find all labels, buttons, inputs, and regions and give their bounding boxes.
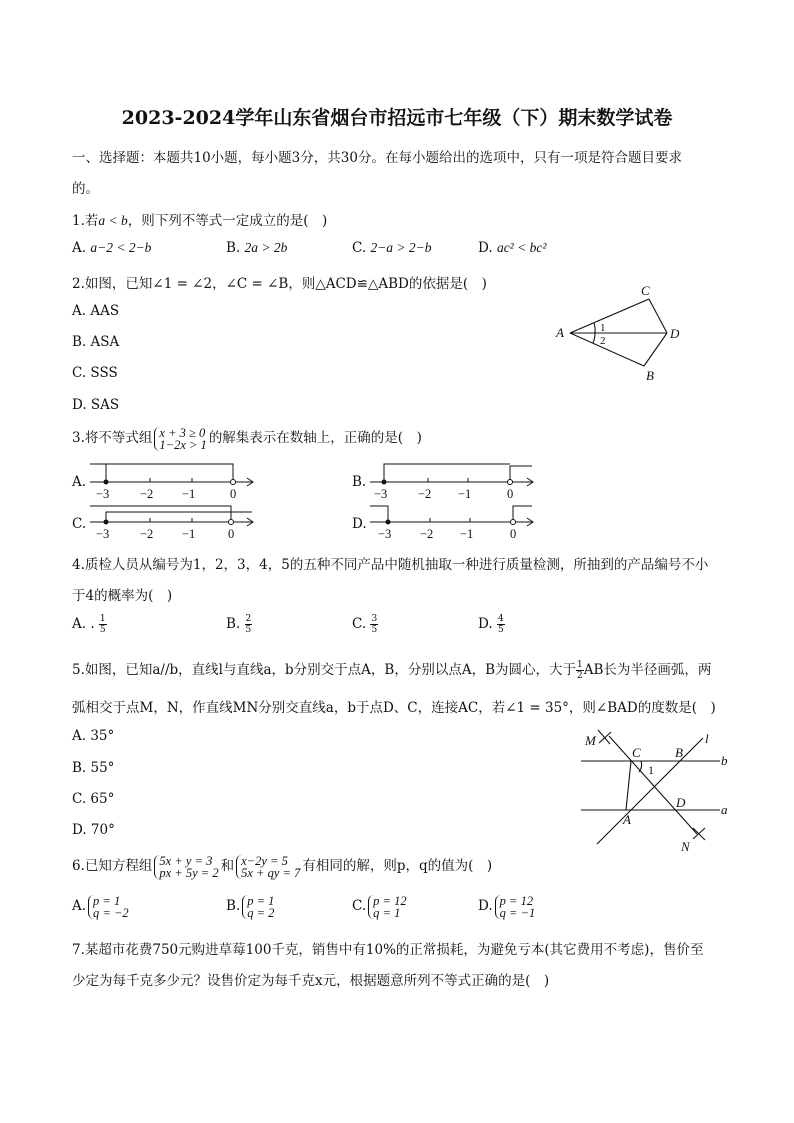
section-heading-line1: 一、选择题：本题共10小题，每小题3分，共30分。在每小题给出的选项中，只有一项是符合题目要求	[72, 150, 682, 166]
q2-angle-arc-1	[594, 323, 595, 333]
q5-label-d: D	[676, 795, 686, 810]
q5-half-fraction	[576, 660, 584, 681]
q6-c-line2: q = 1	[373, 905, 401, 920]
q3d-tick-0: 0	[510, 527, 517, 541]
q6-stem-mid: 和	[220, 858, 235, 874]
q3b-dot-minus3	[382, 480, 387, 485]
q2-figure	[548, 280, 698, 390]
q1-d-label: D.	[478, 240, 497, 256]
q2-segment-ac	[570, 299, 649, 333]
q6-system-1	[154, 855, 218, 879]
q3-sys-line1: x + 3 ≥ 0	[159, 425, 206, 440]
q3-stem-a: 3.将不等式组	[72, 430, 153, 446]
q3b-tick-minus1: −1	[458, 487, 472, 501]
q3-numberline-a	[88, 460, 260, 502]
q6-system-2	[236, 855, 300, 879]
q5-option-a: A. 35°	[72, 728, 115, 744]
q3a-left-ray	[90, 464, 106, 482]
q3c-tick-minus3: −3	[96, 527, 110, 541]
q2-label-d: D	[670, 326, 680, 341]
q1-c-label: C.	[352, 240, 371, 256]
q1-cond: a < b	[98, 213, 128, 228]
q1-d-math: ac² < bc²	[496, 240, 547, 255]
q5-line1-a: 5.如图，已知a//b，直线l与直线a，b分别交于点A，B，分别以点A，B为圆心，大于	[72, 662, 577, 678]
q4-b-fraction	[245, 614, 253, 635]
q6-s1-line1: 5x + y = 3	[159, 853, 213, 868]
q7-line1: 7.某超市花费750元购进草莓100千克，销售中有10%的正常损耗，为避免亏本(其它费用不考虑)，售价至	[72, 942, 704, 958]
q5-label-n: N	[681, 839, 690, 854]
q5-label-l: l	[705, 731, 709, 746]
q6-s1-line2: px + 5y = 2	[159, 865, 219, 880]
q3c-tick-0: 0	[228, 527, 235, 541]
q4-a-fraction	[99, 614, 107, 635]
q3d-dot-0	[511, 520, 516, 525]
q7-line2: 少定为每千克多少元？设售价定为每千克x元，根据题意所列不等式正确的是( )	[72, 973, 550, 989]
q5-line-l	[597, 738, 703, 844]
q6-d-system	[495, 895, 536, 919]
q3c-dot-minus3	[104, 520, 109, 525]
q3a-dot-0	[231, 480, 236, 485]
q3b-tick-minus2: −2	[418, 487, 432, 501]
q6-a-system	[88, 895, 129, 919]
q5-line2: 弧相交于点M，N，作直线MN分别交直线a，b于点D、C，连接AC，若∠1 = 35°，则∠BAD的度数是( )	[72, 700, 716, 716]
q5-option-d: D. 70°	[72, 822, 115, 838]
q5-label-line-a: a	[721, 802, 728, 817]
q2-label-a: A	[556, 325, 564, 340]
q6-stem-b: 有相同的解，则p，q的值为( )	[302, 858, 493, 874]
q5-figure	[575, 726, 735, 856]
q3c-dot-0	[229, 520, 234, 525]
q4-option-b	[226, 614, 252, 635]
q3-numberline-b	[368, 460, 540, 502]
q6-c-line1: p = 12	[373, 893, 407, 908]
q2-angle-arc-2	[593, 333, 595, 343]
q3a-tick-minus3: −3	[96, 487, 110, 501]
q1-option-b	[226, 240, 287, 256]
q4-line2: 于4的概率为( )	[72, 588, 173, 604]
q5-half-num: 1	[577, 660, 583, 670]
q3a-tick-minus1: −1	[182, 487, 196, 501]
q6-option-a	[72, 892, 131, 920]
q6-d-line1: p = 12	[499, 893, 534, 908]
q4-d-den: 5	[497, 625, 504, 635]
q2-label-c: C	[641, 283, 650, 298]
q6-d-line2: q = −1	[499, 905, 536, 920]
q3a-mid-segment	[106, 464, 233, 482]
q5-label-line-b: b	[721, 753, 728, 768]
q6-option-c	[352, 892, 409, 920]
q2-option-a: A. AAS	[72, 303, 120, 319]
q6-b-line1: p = 1	[247, 893, 275, 908]
q3-option-a-label: A.	[72, 474, 87, 490]
q3b-tick-0: 0	[507, 487, 514, 501]
q3-option-d-label: D.	[352, 516, 367, 532]
q3d-dot-minus3	[386, 520, 391, 525]
q3b-upper-segment	[384, 464, 510, 482]
q4-c-num: 3	[371, 614, 378, 624]
q5-line1	[72, 658, 711, 681]
q3c-tick-minus1: −1	[182, 527, 196, 541]
q6-b-label: B.	[226, 898, 241, 914]
q6-d-label: D.	[478, 898, 493, 914]
q5-option-b: B. 55°	[72, 760, 115, 776]
q2-stem: 2.如图，已知∠1 = ∠2，∠C = ∠B，则△ACD≌△ABD的依据是( )	[72, 276, 487, 292]
q4-b-den: 5	[245, 625, 252, 635]
q6-b-system	[242, 895, 274, 919]
q1-stem-a: 1.若	[72, 213, 99, 229]
q6-c-system	[368, 895, 406, 919]
q5-line1-b: AB长为半径画弧，两	[583, 662, 712, 678]
section-heading-line2: 的。	[72, 181, 99, 197]
q3d-tick-minus3: −3	[378, 527, 392, 541]
q6-a-line2: q = −2	[93, 905, 129, 920]
q4-d-label: D.	[478, 616, 497, 632]
q1-option-a	[72, 240, 151, 256]
q3-stem	[72, 425, 422, 451]
q1-b-label: B.	[226, 240, 245, 256]
q3a-tick-0: 0	[230, 487, 237, 501]
q6-s2-line1: x−2y = 5	[241, 853, 288, 868]
q3d-left-ray	[370, 506, 388, 522]
q2-angle-2: 2	[600, 335, 606, 347]
q1-stem-b: ，则下列不等式一定成立的是( )	[127, 213, 328, 229]
q6-option-b	[226, 892, 276, 920]
q3d-tick-minus2: −2	[420, 527, 434, 541]
q3b-tick-minus3: −3	[374, 487, 388, 501]
q5-label-a: A	[623, 812, 631, 827]
q4-c-fraction	[370, 614, 378, 635]
q2-segment-bd	[644, 333, 667, 366]
q5-angle-1: 1	[648, 763, 654, 777]
q6-option-d	[478, 892, 537, 920]
q4-c-label: C.	[352, 616, 371, 632]
q3-system	[154, 427, 206, 451]
q4-d-num: 4	[497, 614, 504, 624]
q2-segment-ab	[570, 333, 644, 366]
q4-a-num: 1	[99, 614, 106, 624]
q3d-tick-minus1: −1	[460, 527, 474, 541]
q4-c-den: 5	[371, 625, 378, 635]
q4-b-num: 2	[245, 614, 252, 624]
q6-s2-line2: 5x + qy = 7	[241, 865, 301, 880]
q1-a-math: a−2 < 2−b	[90, 240, 152, 255]
q5-half-den: 2	[577, 671, 583, 681]
q1-stem	[72, 209, 327, 229]
q3-numberline-d	[368, 500, 540, 544]
q3c-left-ray	[90, 506, 231, 522]
q5-label-m: M	[585, 733, 596, 748]
q3a-dot-minus3	[104, 480, 109, 485]
q6-b-line2: q = 2	[247, 905, 275, 920]
q4-a-den: 5	[99, 625, 106, 635]
q4-line1: 4.质检人员从编号为1，2，3，4，5的五种不同产品中随机抽取一种进行质量检测，所抽到的产品编号不小	[72, 557, 709, 573]
q3b-dot-0	[508, 480, 513, 485]
q5-label-c: C	[632, 745, 641, 760]
q4-b-label: B.	[226, 616, 245, 632]
q3-option-c-label: C.	[72, 516, 87, 532]
q2-option-c: C. SSS	[72, 365, 118, 381]
q6-a-line1: p = 1	[93, 893, 121, 908]
q4-option-c	[352, 614, 378, 635]
q6-stem	[72, 852, 492, 880]
q1-c-math: 2−a > 2−b	[370, 240, 432, 255]
q5-label-b: B	[675, 745, 683, 760]
q5-option-c: C. 65°	[72, 791, 115, 807]
q1-a-label: A.	[72, 240, 91, 256]
page-title: 2023-2024学年山东省烟台市招远市七年级（下）期末数学试卷	[121, 107, 673, 129]
q1-b-math: 2a > 2b	[244, 240, 288, 255]
q2-angle-1: 1	[600, 322, 606, 334]
q6-stem-a: 6.已知方程组	[72, 858, 153, 874]
q4-option-d	[478, 614, 505, 635]
q2-option-d: D. SAS	[72, 397, 120, 413]
q4-a-label: A. .	[72, 616, 95, 632]
q4-option-a	[72, 614, 107, 635]
q2-segment-cd	[649, 299, 667, 333]
q3a-tick-minus2: −2	[140, 487, 154, 501]
q5-segment-ac	[626, 761, 631, 810]
q3-sys-line2: 1−2x > 1	[159, 437, 207, 452]
q1-option-d	[478, 240, 546, 256]
q2-label-b: B	[646, 368, 654, 383]
q3c-tick-minus2: −2	[140, 527, 154, 541]
q3-option-b-label: B.	[352, 474, 367, 490]
q3-numberline-c	[88, 500, 260, 544]
q2-option-b: B. ASA	[72, 334, 120, 350]
q6-a-label: A.	[72, 898, 87, 914]
q1-option-c	[352, 240, 432, 256]
q6-c-label: C.	[352, 898, 367, 914]
q3-stem-b: 的解集表示在数轴上，正确的是( )	[208, 430, 422, 446]
q4-d-fraction	[497, 614, 505, 635]
